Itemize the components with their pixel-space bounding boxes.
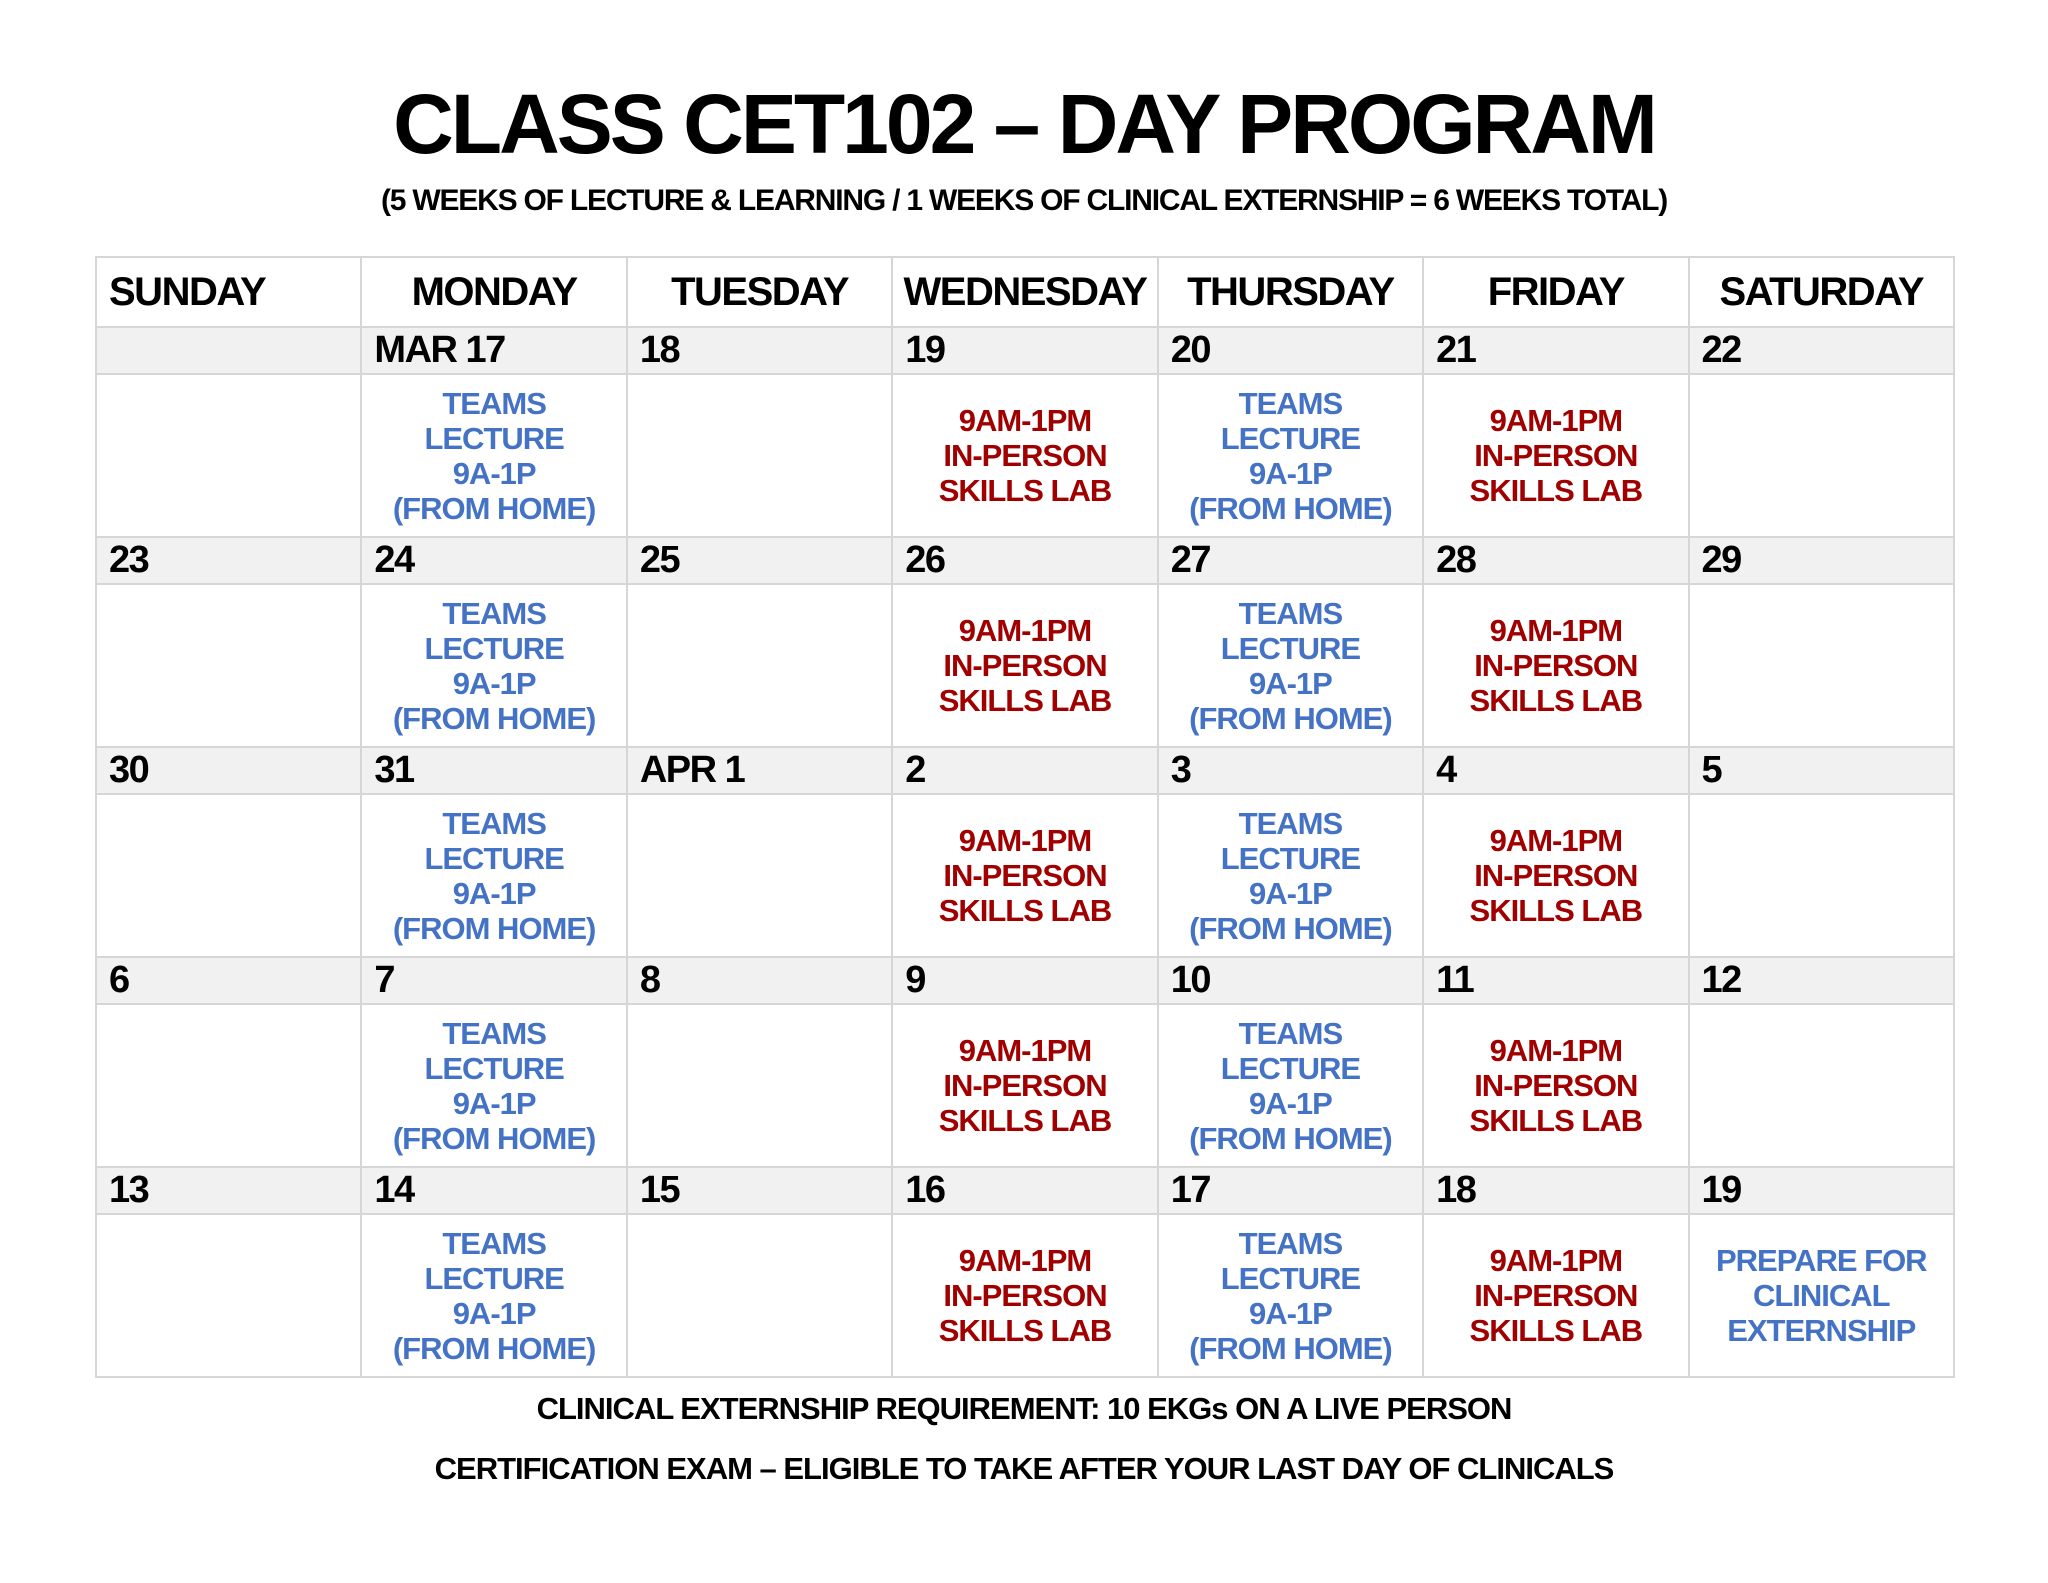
page-subtitle: (5 WEEKS OF LECTURE & LEARNING / 1 WEEKS OF CLINICAL EXTERNSHIP = 6 WEEKS TOTAL) (380, 184, 1668, 217)
date-cell: 28 (1423, 537, 1688, 584)
date-cell: 23 (96, 537, 361, 584)
teams-event-line: 9A-1P (1248, 665, 1332, 701)
date-cell: 30 (96, 747, 361, 794)
date-cell: 31 (361, 747, 626, 794)
lab-event-line: 9AM-1PM (958, 613, 1092, 648)
event-cell (1158, 584, 1423, 747)
event-cell (1423, 374, 1688, 537)
teams-event-line: LECTURE (424, 1050, 564, 1086)
date-cell: 22 (1689, 327, 1954, 374)
teams-event-line: TEAMS (1238, 805, 1343, 841)
event-cell (1158, 1004, 1423, 1167)
teams-event-line: 9A-1P (1248, 1295, 1332, 1331)
teams-event-line: TEAMS (1238, 385, 1343, 421)
page-title: CLASS CET102 – DAY PROGRAM (393, 77, 1655, 171)
teams-event-line: TEAMS (1238, 1015, 1343, 1051)
teams-event-line: LECTURE (424, 420, 564, 456)
event-cell (96, 374, 361, 537)
lab-event-line: SKILLS LAB (938, 683, 1112, 718)
event-cell (1423, 1214, 1688, 1377)
teams-event-line: 9A-1P (452, 875, 536, 911)
lab-event-line: IN-PERSON (1474, 1068, 1638, 1103)
date-row (96, 327, 1954, 374)
lab-event-line: SKILLS LAB (1469, 893, 1643, 928)
teams-event-line: (FROM HOME) (392, 490, 596, 526)
lab-event-line: IN-PERSON (943, 438, 1107, 473)
lab-event-line: 9AM-1PM (1489, 613, 1623, 648)
lab-event-line: IN-PERSON (943, 1068, 1107, 1103)
weekday-header-sunday: SUNDAY (96, 257, 361, 327)
teams-event-line: 9A-1P (452, 665, 536, 701)
date-cell: MAR 17 (361, 327, 626, 374)
lab-event-line: SKILLS LAB (938, 473, 1112, 508)
lab-event-line: 9AM-1PM (1489, 403, 1623, 438)
date-cell: 17 (1158, 1167, 1423, 1214)
lab-event-line: IN-PERSON (1474, 438, 1638, 473)
event-cell (96, 794, 361, 957)
event-cell (361, 374, 626, 537)
event-cell (361, 794, 626, 957)
weekday-header-saturday: SATURDAY (1689, 257, 1954, 327)
externship-requirement: CLINICAL EXTERNSHIP REQUIREMENT: 10 EKGs ON A LIVE PERSON (536, 1391, 1512, 1426)
teams-event-line: (FROM HOME) (392, 1330, 596, 1366)
lab-event-line: IN-PERSON (943, 1278, 1107, 1313)
date-cell: 19 (1689, 1167, 1954, 1214)
date-cell: 9 (892, 957, 1157, 1004)
teams-event-line: (FROM HOME) (1189, 910, 1392, 946)
teams-event-line: TEAMS (442, 1015, 546, 1051)
event-row (96, 374, 1954, 537)
prepare-event-line: CLINICAL (1752, 1278, 1890, 1313)
teams-event-line: TEAMS (1238, 595, 1343, 631)
date-cell: 4 (1423, 747, 1688, 794)
event-cell (1423, 584, 1688, 747)
date-cell: 2 (892, 747, 1157, 794)
event-cell (892, 374, 1157, 537)
teams-event-line: LECTURE (424, 840, 564, 876)
date-cell: 10 (1158, 957, 1423, 1004)
date-cell: 16 (892, 1167, 1157, 1214)
teams-event-line: 9A-1P (1248, 875, 1332, 911)
lab-event-line: SKILLS LAB (1469, 473, 1643, 508)
teams-event-line: LECTURE (1220, 420, 1361, 456)
lab-event-line: 9AM-1PM (958, 403, 1092, 438)
teams-event-line: (FROM HOME) (1189, 1330, 1392, 1366)
event-cell (1158, 1214, 1423, 1377)
teams-event-line: (FROM HOME) (1189, 700, 1392, 736)
event-cell (1423, 794, 1688, 957)
lab-event-line: SKILLS LAB (1469, 1313, 1643, 1348)
teams-event-line: LECTURE (1220, 1260, 1361, 1296)
date-cell: 29 (1689, 537, 1954, 584)
date-cell: 18 (627, 327, 892, 374)
teams-event-line: (FROM HOME) (1189, 490, 1392, 526)
teams-event-line: LECTURE (1220, 840, 1361, 876)
teams-event-line: TEAMS (442, 595, 546, 631)
event-cell (361, 1214, 626, 1377)
weekday-header-monday: MONDAY (361, 257, 626, 327)
lab-event-line: IN-PERSON (943, 858, 1107, 893)
date-cell: 25 (627, 537, 892, 584)
event-cell (1689, 794, 1954, 957)
teams-event-line: 9A-1P (1248, 1085, 1332, 1121)
date-cell: 24 (361, 537, 626, 584)
date-cell: 7 (361, 957, 626, 1004)
date-cell: APR 1 (627, 747, 892, 794)
lab-event-line: IN-PERSON (1474, 648, 1638, 683)
teams-event-line: LECTURE (1220, 630, 1361, 666)
lab-event-line: IN-PERSON (943, 648, 1107, 683)
teams-event-line: (FROM HOME) (392, 910, 596, 946)
teams-event-line: 9A-1P (1248, 455, 1332, 491)
event-cell (1689, 1214, 1954, 1377)
event-cell (361, 584, 626, 747)
date-cell: 12 (1689, 957, 1954, 1004)
event-cell (1158, 794, 1423, 957)
prepare-event-line: PREPARE FOR (1715, 1243, 1927, 1278)
date-cell: 5 (1689, 747, 1954, 794)
event-cell (361, 1004, 626, 1167)
date-row (96, 537, 1954, 584)
event-row (96, 794, 1954, 957)
event-cell (892, 794, 1157, 957)
event-cell (892, 1004, 1157, 1167)
weekday-header-wednesday: WEDNESDAY (892, 257, 1157, 327)
date-cell: 15 (627, 1167, 892, 1214)
teams-event-line: 9A-1P (452, 1295, 536, 1331)
lab-event-line: 9AM-1PM (958, 1033, 1092, 1068)
calendar-table (95, 256, 1955, 1378)
event-cell (627, 1214, 892, 1377)
event-cell (1158, 374, 1423, 537)
date-row (96, 747, 1954, 794)
event-cell (1689, 374, 1954, 537)
teams-event-line: TEAMS (442, 385, 546, 421)
date-cell: 18 (1423, 1167, 1688, 1214)
teams-event-line: (FROM HOME) (392, 700, 596, 736)
teams-event-line: LECTURE (1220, 1050, 1361, 1086)
event-row (96, 584, 1954, 747)
teams-event-line: LECTURE (424, 630, 564, 666)
event-row (96, 1214, 1954, 1377)
date-cell: 19 (892, 327, 1157, 374)
lab-event-line: 9AM-1PM (1489, 1243, 1623, 1278)
teams-event-line: 9A-1P (452, 1085, 536, 1121)
event-cell (627, 1004, 892, 1167)
date-row (96, 957, 1954, 1004)
lab-event-line: IN-PERSON (1474, 858, 1638, 893)
lab-event-line: SKILLS LAB (938, 893, 1112, 928)
lab-event-line: SKILLS LAB (938, 1103, 1112, 1138)
date-cell: 13 (96, 1167, 361, 1214)
date-cell: 11 (1423, 957, 1688, 1004)
event-cell (1689, 1004, 1954, 1167)
teams-event-line: TEAMS (1238, 1225, 1343, 1261)
teams-event-line: 9A-1P (452, 455, 536, 491)
prepare-event-line: EXTERNSHIP (1727, 1313, 1916, 1348)
event-cell (1423, 1004, 1688, 1167)
date-row (96, 1167, 1954, 1214)
lab-event-line: SKILLS LAB (1469, 1103, 1643, 1138)
lab-event-line: 9AM-1PM (958, 1243, 1092, 1278)
teams-event-line: (FROM HOME) (1189, 1120, 1392, 1156)
event-cell (627, 584, 892, 747)
date-cell: 3 (1158, 747, 1423, 794)
teams-event-line: LECTURE (424, 1260, 564, 1296)
date-cell: 14 (361, 1167, 626, 1214)
event-cell (1689, 584, 1954, 747)
lab-event-line: 9AM-1PM (958, 823, 1092, 858)
teams-event-line: TEAMS (442, 1225, 546, 1261)
date-cell: 20 (1158, 327, 1423, 374)
weekday-header-row (96, 257, 1954, 327)
date-cell: 21 (1423, 327, 1688, 374)
event-cell (96, 584, 361, 747)
weekday-header-tuesday: TUESDAY (627, 257, 892, 327)
event-cell (627, 794, 892, 957)
teams-event-line: (FROM HOME) (392, 1120, 596, 1156)
lab-event-line: SKILLS LAB (938, 1313, 1112, 1348)
lab-event-line: 9AM-1PM (1489, 823, 1623, 858)
date-cell (96, 327, 361, 374)
event-row (96, 1004, 1954, 1167)
event-cell (892, 1214, 1157, 1377)
event-cell (627, 374, 892, 537)
weekday-header-thursday: THURSDAY (1158, 257, 1423, 327)
teams-event-line: TEAMS (442, 805, 546, 841)
event-cell (96, 1004, 361, 1167)
date-cell: 8 (627, 957, 892, 1004)
date-cell: 26 (892, 537, 1157, 584)
weekday-header-friday: FRIDAY (1423, 257, 1688, 327)
event-cell (892, 584, 1157, 747)
event-cell (96, 1214, 361, 1377)
lab-event-line: IN-PERSON (1474, 1278, 1638, 1313)
certification-exam-note: CERTIFICATION EXAM – ELIGIBLE TO TAKE AFTER YOUR LAST DAY OF CLINICALS (434, 1451, 1614, 1486)
lab-event-line: SKILLS LAB (1469, 683, 1643, 718)
date-cell: 6 (96, 957, 361, 1004)
lab-event-line: 9AM-1PM (1489, 1033, 1623, 1068)
date-cell: 27 (1158, 537, 1423, 584)
